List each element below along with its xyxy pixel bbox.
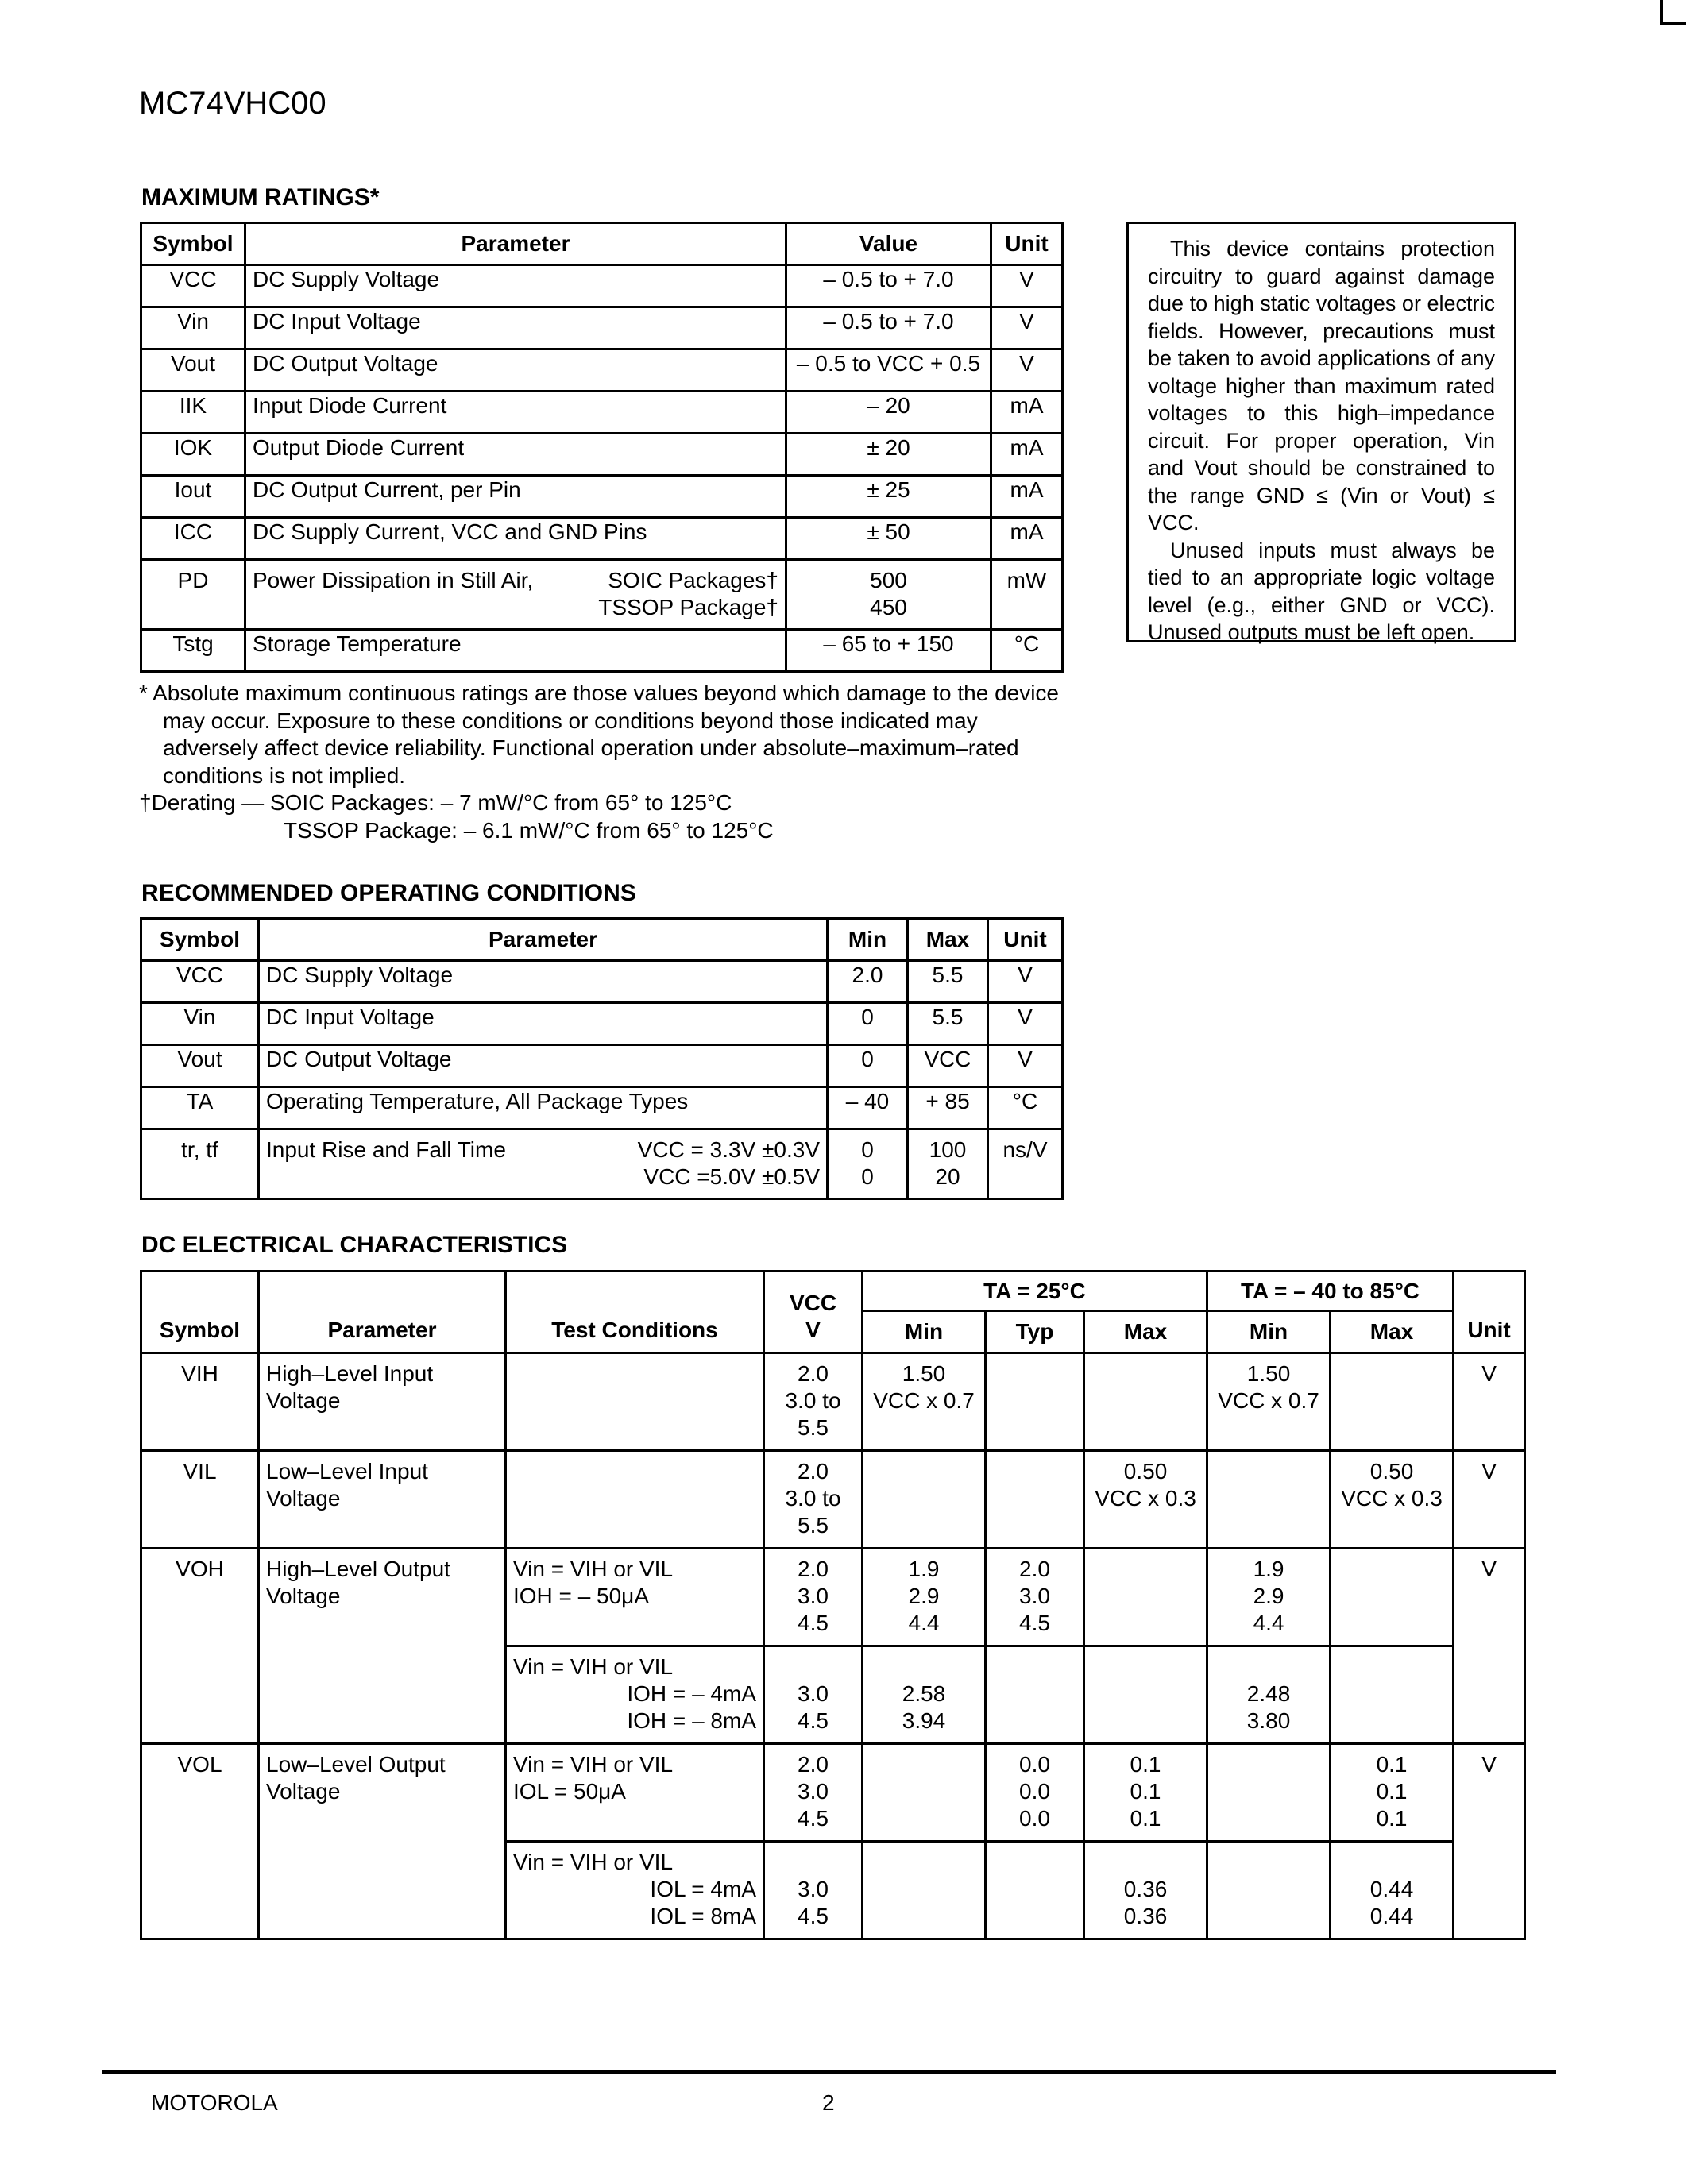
typ25-cell bbox=[986, 1842, 1084, 1939]
symbol-cell: TA bbox=[141, 1087, 259, 1129]
cell-value: 1.50 bbox=[1246, 1361, 1291, 1386]
condition-text: IOL = 4mA bbox=[650, 1877, 756, 1901]
table-row bbox=[141, 265, 1063, 307]
protection-note-box bbox=[1126, 222, 1516, 642]
col-header: Value bbox=[786, 223, 991, 265]
min-text: 0 bbox=[861, 1164, 874, 1189]
vcc-value: 3.0 bbox=[798, 1779, 829, 1804]
min25-cell bbox=[863, 1451, 986, 1549]
vcc-cell bbox=[764, 1646, 863, 1744]
col-header: Symbol bbox=[141, 223, 245, 265]
cell-value: VCC x 0.3 bbox=[1095, 1486, 1196, 1511]
unit-cell: mA bbox=[991, 392, 1063, 434]
cell-value: 0.50 bbox=[1123, 1459, 1168, 1484]
table-row bbox=[141, 961, 1063, 1003]
dc-characteristics-table bbox=[140, 1270, 1526, 1940]
symbol-cell: VCC bbox=[141, 961, 259, 1003]
max-ratings-title: MAXIMUM RATINGS* bbox=[141, 184, 380, 210]
col-header: Unit bbox=[1454, 1271, 1525, 1353]
col-header: Parameter bbox=[259, 1271, 506, 1353]
test-cell bbox=[506, 1353, 764, 1451]
vcc-value: 5.5 bbox=[798, 1415, 829, 1440]
max85-cell bbox=[1331, 1353, 1454, 1451]
max-ratings-table bbox=[140, 222, 1064, 673]
vcc-value: 2.0 bbox=[798, 1459, 829, 1484]
test-cell bbox=[506, 1646, 764, 1744]
unit-cell: V bbox=[1454, 1744, 1525, 1939]
cell-value: 1.9 bbox=[1253, 1557, 1284, 1581]
cell-value: 2.9 bbox=[908, 1584, 940, 1608]
test-cell bbox=[506, 1549, 764, 1646]
package-label: TSSOP Package† bbox=[598, 595, 778, 619]
symbol-cell: Tstg bbox=[141, 630, 245, 672]
table-row bbox=[141, 1129, 1063, 1199]
cell-value: 3.0 bbox=[1019, 1584, 1050, 1608]
parameter-text: Input Rise and Fall Time bbox=[266, 1137, 506, 1162]
symbol-cell: VOL bbox=[141, 1744, 259, 1939]
table-row bbox=[141, 1045, 1063, 1087]
max25-cell bbox=[1084, 1842, 1207, 1939]
note-paragraph: Unused inputs must always be tied to an appropriate logic voltage level (e.g., either GND or VCC). Unused outputs must be left open. bbox=[1148, 538, 1495, 644]
footnote-derating: TSSOP Package: – 6.1 mW/°C from 65° to 125°C bbox=[284, 817, 774, 843]
cell-value: 0.1 bbox=[1130, 1752, 1161, 1777]
vcc-value: 5.5 bbox=[798, 1513, 829, 1538]
max25-cell bbox=[1084, 1549, 1207, 1646]
footer-divider bbox=[102, 2070, 1556, 2074]
page-number: 2 bbox=[822, 2090, 835, 2115]
vcc-value: 3.0 bbox=[798, 1877, 829, 1901]
max85-cell bbox=[1331, 1451, 1454, 1549]
cell-value: 3.80 bbox=[1246, 1708, 1291, 1733]
min25-cell bbox=[863, 1353, 986, 1451]
parameter-cell bbox=[259, 1129, 828, 1199]
footnotes bbox=[139, 680, 1064, 844]
condition-text: IOH = – 8mA bbox=[627, 1708, 756, 1733]
col-header-group: TA = – 40 to 85°C bbox=[1207, 1271, 1454, 1311]
parameter-cell: DC Supply Voltage bbox=[259, 961, 828, 1003]
parameter-cell: Input Diode Current bbox=[245, 392, 786, 434]
unit-cell: °C bbox=[988, 1087, 1063, 1129]
unit-cell: °C bbox=[991, 630, 1063, 672]
value-cell: – 20 bbox=[786, 392, 991, 434]
cell-value: VCC x 0.3 bbox=[1341, 1486, 1443, 1511]
vcc-value: 4.5 bbox=[798, 1611, 829, 1635]
symbol-cell: PD bbox=[141, 560, 245, 630]
min-cell: – 40 bbox=[828, 1087, 908, 1129]
cell-value: 0.1 bbox=[1376, 1779, 1408, 1804]
table-row bbox=[141, 1003, 1063, 1045]
value-cell: – 65 to + 150 bbox=[786, 630, 991, 672]
max-cell: 5.5 bbox=[908, 961, 988, 1003]
col-header: Parameter bbox=[245, 223, 786, 265]
vcc-value: 3.0 to bbox=[785, 1388, 841, 1413]
unit-cell: mA bbox=[991, 476, 1063, 518]
table-row bbox=[141, 434, 1063, 476]
col-header: Symbol bbox=[141, 919, 259, 961]
value-text: 500 bbox=[870, 568, 907, 592]
footnote-derating: †Derating — SOIC Packages: – 7 mW/°C from 65° to 125°C bbox=[139, 790, 732, 815]
typ25-cell bbox=[986, 1646, 1084, 1744]
condition-text: IOH = – 4mA bbox=[627, 1681, 756, 1706]
col-header: Test Conditions bbox=[506, 1271, 764, 1353]
min-cell: 0 bbox=[828, 1003, 908, 1045]
col-header: Max bbox=[1331, 1311, 1454, 1353]
cell-value: VCC x 0.7 bbox=[873, 1388, 975, 1413]
condition-text: IOH = – 50μA bbox=[513, 1584, 649, 1608]
cell-value: 2.0 bbox=[1019, 1557, 1050, 1581]
cell-value: 2.58 bbox=[902, 1681, 946, 1706]
parameter-text: Power Dissipation in Still Air, bbox=[253, 568, 534, 592]
parameter-cell: Storage Temperature bbox=[245, 630, 786, 672]
typ25-cell bbox=[986, 1451, 1084, 1549]
roc-title: RECOMMENDED OPERATING CONDITIONS bbox=[141, 880, 636, 906]
test-cell bbox=[506, 1451, 764, 1549]
table-row bbox=[141, 1087, 1063, 1129]
cell-value: 0.0 bbox=[1019, 1779, 1050, 1804]
min25-cell bbox=[863, 1646, 986, 1744]
min85-cell bbox=[1207, 1549, 1331, 1646]
condition-text: IOL = 50μA bbox=[513, 1779, 626, 1804]
max-cell: VCC bbox=[908, 1045, 988, 1087]
unit-cell: V bbox=[991, 349, 1063, 392]
condition-text: VCC = 3.3V ±0.3V bbox=[637, 1137, 820, 1162]
vcc-value: 3.0 bbox=[798, 1584, 829, 1608]
table-row bbox=[141, 518, 1063, 560]
cell-value: 2.48 bbox=[1246, 1681, 1291, 1706]
min-cell: 0 bbox=[828, 1045, 908, 1087]
col-header: Min bbox=[828, 919, 908, 961]
symbol-cell: VIH bbox=[141, 1353, 259, 1451]
max25-cell bbox=[1084, 1353, 1207, 1451]
parameter-cell: High–Level Input Voltage bbox=[259, 1353, 506, 1451]
col-header: Parameter bbox=[259, 919, 828, 961]
cell-value: 0.1 bbox=[1376, 1752, 1408, 1777]
min25-cell bbox=[863, 1744, 986, 1842]
cell-value: 4.4 bbox=[1253, 1611, 1284, 1635]
min85-cell bbox=[1207, 1646, 1331, 1744]
cell-value: 0.36 bbox=[1123, 1904, 1168, 1928]
test-cell bbox=[506, 1744, 764, 1842]
col-header: Min bbox=[863, 1311, 986, 1353]
unit-cell: ns/V bbox=[988, 1129, 1063, 1199]
max-text: 100 bbox=[929, 1137, 967, 1162]
test-cell bbox=[506, 1842, 764, 1939]
min85-cell bbox=[1207, 1842, 1331, 1939]
package-label: SOIC Packages† bbox=[608, 568, 778, 592]
max85-cell bbox=[1331, 1549, 1454, 1646]
table-row bbox=[141, 560, 1063, 630]
document-title: MC74VHC00 bbox=[139, 86, 326, 121]
unit-cell: mA bbox=[991, 518, 1063, 560]
max-text: 20 bbox=[935, 1164, 960, 1189]
condition-text: Vin = VIH or VIL bbox=[513, 1752, 674, 1777]
col-header-group: TA = 25°C bbox=[863, 1271, 1207, 1311]
unit-cell: mW bbox=[991, 560, 1063, 630]
max-cell: + 85 bbox=[908, 1087, 988, 1129]
parameter-cell: DC Input Voltage bbox=[245, 307, 786, 349]
vcc-value: 3.0 to bbox=[785, 1486, 841, 1511]
condition-text: VCC =5.0V ±0.5V bbox=[643, 1164, 820, 1189]
min-cell: 2.0 bbox=[828, 961, 908, 1003]
cell-value: 0.1 bbox=[1130, 1806, 1161, 1831]
parameter-cell: DC Output Current, per Pin bbox=[245, 476, 786, 518]
min25-cell bbox=[863, 1842, 986, 1939]
unit-cell: V bbox=[1454, 1353, 1525, 1451]
unit-cell: V bbox=[1454, 1549, 1525, 1744]
unit-cell: V bbox=[988, 961, 1063, 1003]
table-row bbox=[141, 349, 1063, 392]
vcc-value: 3.0 bbox=[798, 1681, 829, 1706]
cell-value: 4.4 bbox=[908, 1611, 940, 1635]
typ25-cell bbox=[986, 1549, 1084, 1646]
max25-cell bbox=[1084, 1744, 1207, 1842]
max25-cell bbox=[1084, 1451, 1207, 1549]
value-cell: – 0.5 to VCC + 0.5 bbox=[786, 349, 991, 392]
symbol-cell: VOH bbox=[141, 1549, 259, 1744]
vcc-value: 2.0 bbox=[798, 1361, 829, 1386]
vcc-value: 2.0 bbox=[798, 1752, 829, 1777]
symbol-cell: VIL bbox=[141, 1451, 259, 1549]
parameter-cell: DC Output Voltage bbox=[245, 349, 786, 392]
unit-cell: V bbox=[988, 1003, 1063, 1045]
symbol-cell: ICC bbox=[141, 518, 245, 560]
parameter-cell: Low–Level Input Voltage bbox=[259, 1451, 506, 1549]
vcc-cell bbox=[764, 1842, 863, 1939]
cell-value: VCC x 0.7 bbox=[1218, 1388, 1319, 1413]
cell-value: 1.9 bbox=[908, 1557, 940, 1581]
vcc-value: 4.5 bbox=[798, 1806, 829, 1831]
symbol-cell: IIK bbox=[141, 392, 245, 434]
typ25-cell bbox=[986, 1744, 1084, 1842]
col-header: Symbol bbox=[141, 1271, 259, 1353]
parameter-cell: Output Diode Current bbox=[245, 434, 786, 476]
table-row bbox=[141, 1353, 1525, 1451]
parameter-cell: Low–Level Output Voltage bbox=[259, 1744, 506, 1939]
parameter-cell: Operating Temperature, All Package Types bbox=[259, 1087, 828, 1129]
max-cell bbox=[908, 1129, 988, 1199]
roc-table bbox=[140, 917, 1064, 1200]
min-text: 0 bbox=[861, 1137, 874, 1162]
symbol-cell: Vin bbox=[141, 1003, 259, 1045]
parameter-cell: High–Level Output Voltage bbox=[259, 1549, 506, 1744]
col-header: Max bbox=[1084, 1311, 1207, 1353]
cell-value: 0.1 bbox=[1130, 1779, 1161, 1804]
footer-brand: MOTOROLA bbox=[151, 2090, 278, 2115]
dc-title: DC ELECTRICAL CHARACTERISTICS bbox=[141, 1232, 568, 1258]
cell-value: 0.50 bbox=[1369, 1459, 1414, 1484]
vcc-cell bbox=[764, 1549, 863, 1646]
min25-cell bbox=[863, 1549, 986, 1646]
vcc-cell bbox=[764, 1353, 863, 1451]
min-cell bbox=[828, 1129, 908, 1199]
value-cell: ± 20 bbox=[786, 434, 991, 476]
vcc-cell bbox=[764, 1744, 863, 1842]
value-cell: ± 50 bbox=[786, 518, 991, 560]
symbol-cell: Vout bbox=[141, 1045, 259, 1087]
table-row bbox=[141, 476, 1063, 518]
table-row bbox=[141, 630, 1063, 672]
symbol-cell: IOK bbox=[141, 434, 245, 476]
cell-value: 1.50 bbox=[902, 1361, 946, 1386]
table-row bbox=[141, 392, 1063, 434]
symbol-cell: tr, tf bbox=[141, 1129, 259, 1199]
table-row bbox=[141, 307, 1063, 349]
condition-text: Vin = VIH or VIL bbox=[513, 1557, 674, 1581]
unit-cell: V bbox=[988, 1045, 1063, 1087]
col-header: Unit bbox=[988, 919, 1063, 961]
parameter-cell bbox=[245, 560, 786, 630]
vcc-cell bbox=[764, 1451, 863, 1549]
cell-value: 0.0 bbox=[1019, 1752, 1050, 1777]
cell-value: 0.44 bbox=[1369, 1877, 1414, 1901]
vcc-unit: V bbox=[805, 1318, 821, 1342]
cell-value: 0.0 bbox=[1019, 1806, 1050, 1831]
vcc-value: 4.5 bbox=[798, 1708, 829, 1733]
col-header: Max bbox=[908, 919, 988, 961]
symbol-cell: VCC bbox=[141, 265, 245, 307]
cell-value: 0.36 bbox=[1123, 1877, 1168, 1901]
typ25-cell bbox=[986, 1353, 1084, 1451]
parameter-cell: DC Supply Current, VCC and GND Pins bbox=[245, 518, 786, 560]
max85-cell bbox=[1331, 1744, 1454, 1842]
value-cell: – 0.5 to + 7.0 bbox=[786, 307, 991, 349]
vcc-value: 2.0 bbox=[798, 1557, 829, 1581]
vcc-label: VCC bbox=[789, 1291, 837, 1315]
unit-cell: V bbox=[991, 307, 1063, 349]
cell-value: 0.1 bbox=[1376, 1806, 1408, 1831]
footnote-star: * Absolute maximum continuous ratings are those values beyond which damage to the device may occur. Exposure to these conditions or conditions beyond those indicated may adversely affect device reliability. Functional operation under absolute–maximum–rated conditions is not implied. bbox=[139, 681, 1060, 788]
cell-value: 2.9 bbox=[1253, 1584, 1284, 1608]
value-text: 450 bbox=[870, 595, 907, 619]
col-header: Unit bbox=[991, 223, 1063, 265]
col-header: Typ bbox=[986, 1311, 1084, 1353]
symbol-cell: Iout bbox=[141, 476, 245, 518]
value-cell: – 0.5 to + 7.0 bbox=[786, 265, 991, 307]
symbol-cell: Vout bbox=[141, 349, 245, 392]
cell-value: 0.44 bbox=[1369, 1904, 1414, 1928]
max-cell: 5.5 bbox=[908, 1003, 988, 1045]
parameter-cell: DC Output Voltage bbox=[259, 1045, 828, 1087]
value-cell bbox=[786, 560, 991, 630]
condition-text: Vin = VIH or VIL bbox=[513, 1654, 674, 1679]
max85-cell bbox=[1331, 1842, 1454, 1939]
parameter-cell: DC Supply Voltage bbox=[245, 265, 786, 307]
value-cell: ± 25 bbox=[786, 476, 991, 518]
max25-cell bbox=[1084, 1646, 1207, 1744]
unit-cell: V bbox=[1454, 1451, 1525, 1549]
min85-cell bbox=[1207, 1744, 1331, 1842]
symbol-cell: Vin bbox=[141, 307, 245, 349]
min85-cell bbox=[1207, 1353, 1331, 1451]
table-row bbox=[141, 1549, 1525, 1646]
vcc-value: 4.5 bbox=[798, 1904, 829, 1928]
page-corner-mark bbox=[1660, 0, 1686, 25]
col-header: Min bbox=[1207, 1311, 1331, 1353]
parameter-cell: DC Input Voltage bbox=[259, 1003, 828, 1045]
min85-cell bbox=[1207, 1451, 1331, 1549]
max85-cell bbox=[1331, 1646, 1454, 1744]
unit-cell: V bbox=[991, 265, 1063, 307]
table-row bbox=[141, 1744, 1525, 1842]
cell-value: 3.94 bbox=[902, 1708, 946, 1733]
table-row bbox=[141, 1451, 1525, 1549]
cell-value: 4.5 bbox=[1019, 1611, 1050, 1635]
note-paragraph: This device contains protection circuitry to guard against damage due to high static voltages or electric fields. However, precautions must be taken to avoid applications of any voltage higher than maximum rated voltages to this high–impedance circuit. For proper operation, Vin and Vout should be constrained to the range GND ≤ (Vin or Vout) ≤ VCC. bbox=[1148, 237, 1495, 534]
condition-text: IOL = 8mA bbox=[650, 1904, 756, 1928]
col-header-vcc bbox=[764, 1271, 863, 1353]
condition-text: Vin = VIH or VIL bbox=[513, 1850, 674, 1874]
unit-cell: mA bbox=[991, 434, 1063, 476]
